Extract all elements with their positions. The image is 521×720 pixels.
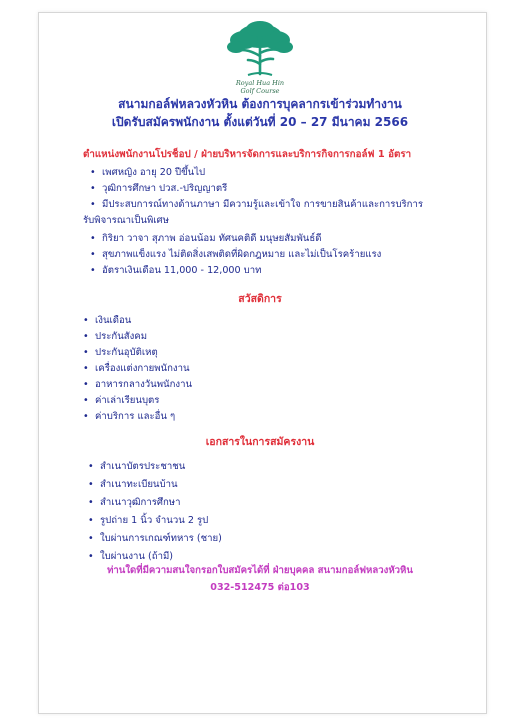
list-item: • สำเนาบัตรประชาชน bbox=[88, 458, 222, 476]
list-item: • กิริยา วาจา สุภาพ อ่อนน้อม ทัศนคติดี มนุษยสัมพันธ์ดี bbox=[90, 231, 381, 247]
position-title: ตำแหน่งพนักงานโปรช็อป / ฝ่ายบริหารจัดการและบริการกิจการกอล์ฟ 1 อัตรา bbox=[83, 149, 412, 160]
logo-text bbox=[200, 79, 320, 95]
bullet-icon: • bbox=[83, 347, 89, 358]
bullet-icon: • bbox=[88, 497, 94, 508]
list-item: • สุขภาพแข็งแรง ไม่ติดสิ่งเสพติดที่ผิดกฎหมาย และไม่เป็นโรคร้ายแรง bbox=[90, 247, 381, 263]
list-item: • วุฒิการศึกษา ปวส.-ปริญญาตรี bbox=[90, 181, 423, 197]
footer-contact: ท่านใดที่มีความสนใจกรอกใบสมัครได้ที่ ฝ่ายบุคคล สนามกอล์ฟหลวงหัวหิน bbox=[107, 565, 413, 576]
documents-list bbox=[88, 458, 222, 566]
list-item: • ประกันอุบัติเหตุ bbox=[83, 345, 192, 361]
headline-line-1: สนามกอล์ฟหลวงหัวหิน ต้องการบุคลากรเข้าร่วมทำงาน bbox=[118, 97, 402, 111]
list-item: • ใบผ่านการเกณฑ์ทหาร (ชาย) bbox=[88, 530, 222, 548]
bullet-icon: • bbox=[88, 515, 94, 526]
documents-title: เอกสารในการสมัครงาน bbox=[205, 436, 315, 448]
bullet-icon: • bbox=[88, 533, 94, 544]
bullet-icon: • bbox=[88, 479, 94, 490]
footer-phone: 032-512475 ต่อ103 bbox=[210, 582, 310, 593]
requirements-list bbox=[90, 165, 423, 213]
list-item: • รูปถ่าย 1 นิ้ว จำนวน 2 รูป bbox=[88, 512, 222, 530]
bullet-icon: • bbox=[88, 551, 94, 562]
bullet-icon: • bbox=[83, 411, 89, 422]
requirements-list-continued bbox=[90, 231, 381, 279]
list-item: • ประกันสังคม bbox=[83, 329, 192, 345]
bullet-icon: • bbox=[83, 395, 89, 406]
list-item: • ค่าเล่าเรียนบุตร bbox=[83, 393, 192, 409]
bullet-icon: • bbox=[90, 183, 96, 194]
bullet-icon: • bbox=[83, 331, 89, 342]
list-item: • เครื่องแต่งกายพนักงาน bbox=[83, 361, 192, 377]
welfare-title: สวัสดิการ bbox=[238, 293, 282, 305]
bullet-icon: • bbox=[90, 233, 96, 244]
bullet-icon: • bbox=[90, 199, 96, 210]
tree-icon bbox=[226, 20, 294, 78]
list-item: • อาหารกลางวันพนักงาน bbox=[83, 377, 192, 393]
list-item: • ค่าบริการ และอื่น ๆ bbox=[83, 409, 192, 425]
bullet-icon: • bbox=[83, 379, 89, 390]
headline-line-2: เปิดรับสมัครพนักงาน ตั้งแต่วันที่ 20 – 27 มีนาคม 2566 bbox=[111, 115, 409, 129]
list-item: • เงินเดือน bbox=[83, 313, 192, 329]
list-item: • ใบผ่านงาน (ถ้ามี) bbox=[88, 548, 222, 566]
logo-line-1: Royal Hua Hin bbox=[235, 79, 285, 87]
bullet-icon: • bbox=[88, 461, 94, 472]
list-item: • สำเนาวุฒิการศึกษา bbox=[88, 494, 222, 512]
list-item: • มีประสบการณ์ทางด้านภาษา มีความรู้และเข้าใจ การขายสินค้าและการบริการ bbox=[90, 197, 423, 213]
bullet-icon: • bbox=[83, 315, 89, 326]
bullet-icon: • bbox=[90, 167, 96, 178]
requirement-wrap-text: รับพิจารณาเป็นพิเศษ bbox=[83, 215, 169, 226]
bullet-icon: • bbox=[90, 249, 96, 260]
logo-line-2: Golf Course bbox=[240, 87, 280, 95]
bullet-icon: • bbox=[90, 265, 96, 276]
list-item: • สำเนาทะเบียนบ้าน bbox=[88, 476, 222, 494]
welfare-list bbox=[83, 313, 192, 425]
list-item: • อัตราเงินเดือน 11,000 - 12,000 บาท bbox=[90, 263, 381, 279]
bullet-icon: • bbox=[83, 363, 89, 374]
list-item: • เพศหญิง อายุ 20 ปีขึ้นไป bbox=[90, 165, 423, 181]
